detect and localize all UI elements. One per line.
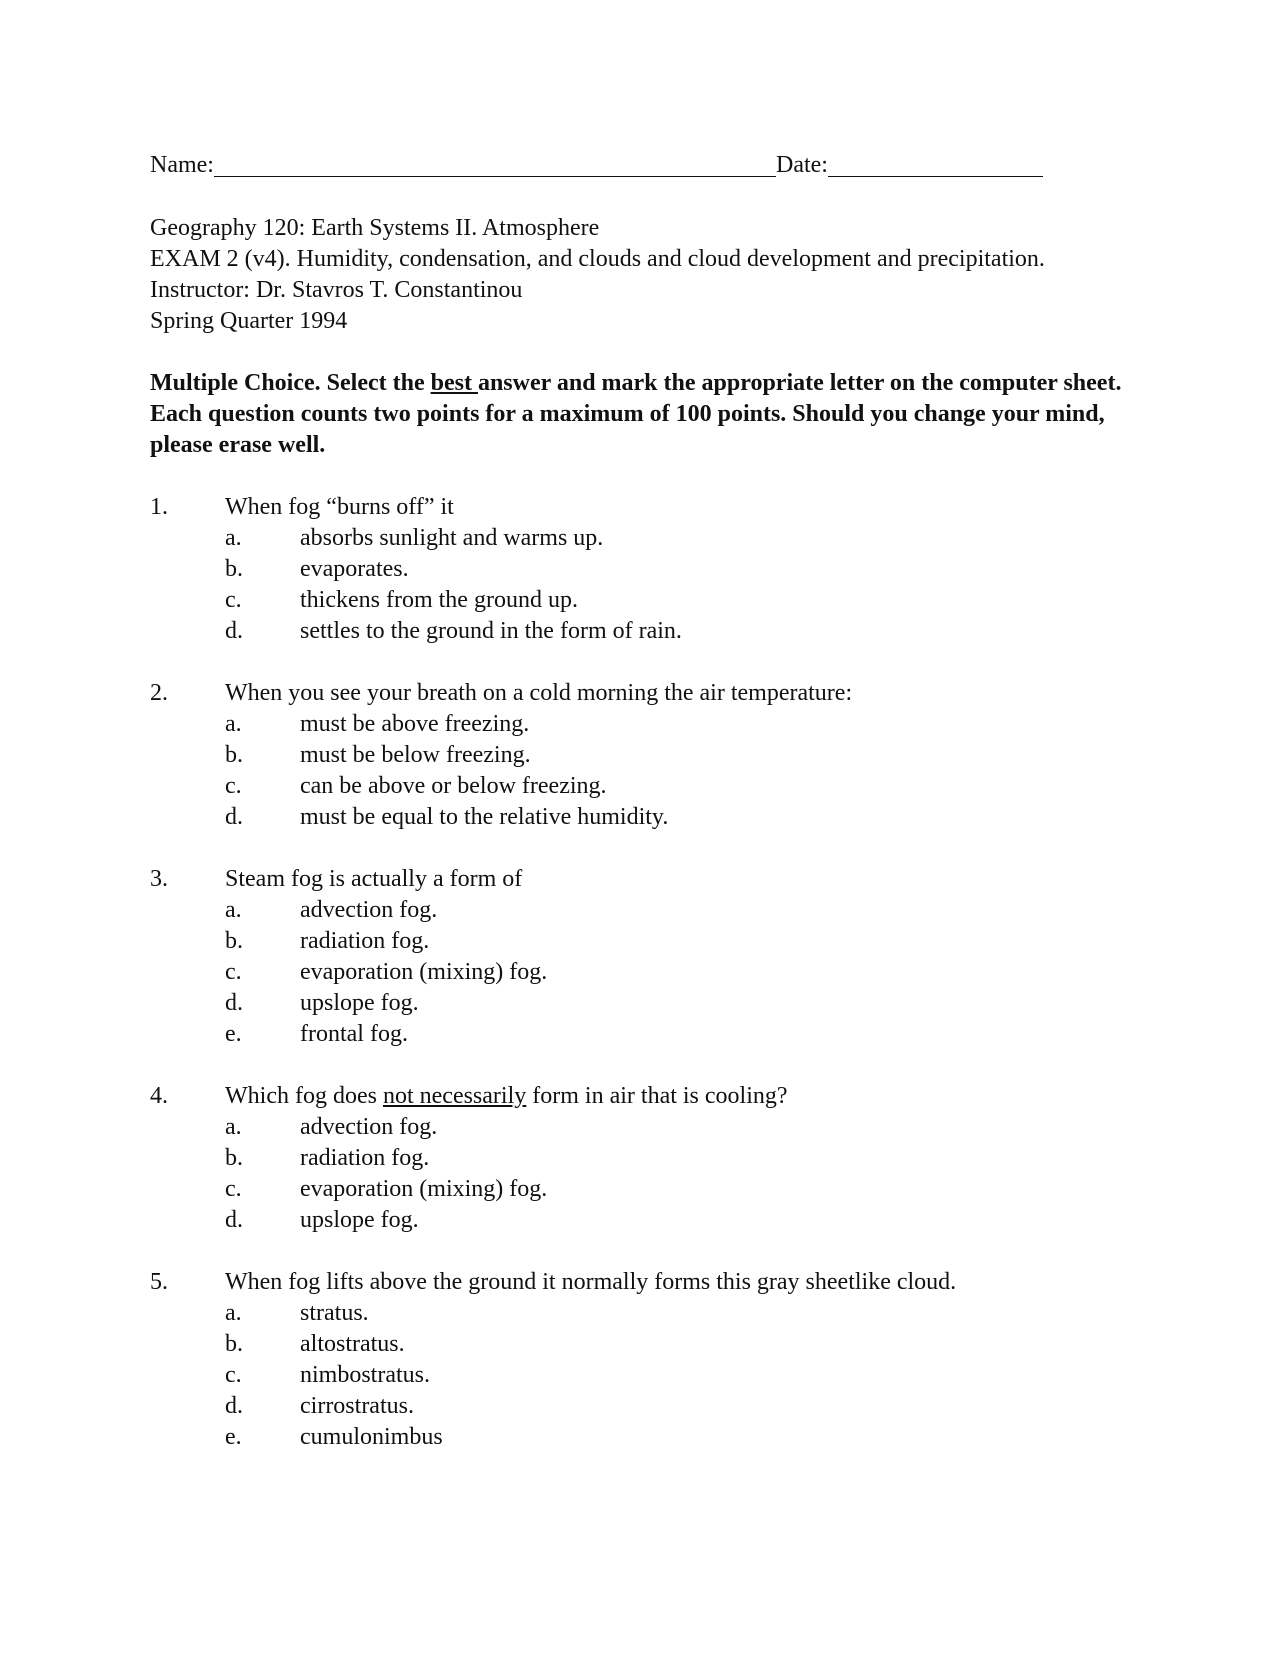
option-text: can be above or below freezing. — [300, 773, 607, 799]
question-number: 3. — [150, 866, 168, 892]
option-letter: e. — [225, 1424, 242, 1450]
answer-option[interactable] — [150, 1112, 1140, 1143]
question-1 — [150, 492, 1140, 647]
answer-option[interactable] — [150, 1329, 1140, 1360]
question-stem: When fog lifts above the ground it normally forms this gray sheetlike cloud. — [225, 1269, 957, 1295]
option-letter: c. — [225, 1176, 242, 1202]
option-letter: c. — [225, 587, 242, 613]
option-text: frontal fog. — [300, 1021, 408, 1047]
option-letter: b. — [225, 1331, 243, 1357]
answer-option[interactable] — [150, 771, 1140, 802]
option-letter: c. — [225, 1362, 242, 1388]
answer-option[interactable] — [150, 1174, 1140, 1205]
answer-option[interactable] — [150, 1422, 1140, 1453]
instructions — [150, 368, 1140, 461]
instructor-line: Instructor: Dr. Stavros T. Constantinou — [150, 277, 523, 303]
question-number: 1. — [150, 494, 168, 520]
answer-option[interactable] — [150, 616, 1140, 647]
date-blank[interactable] — [828, 152, 1043, 177]
option-text: must be equal to the relative humidity. — [300, 804, 669, 830]
option-letter: d. — [225, 990, 243, 1016]
option-letter: c. — [225, 773, 242, 799]
question-stem — [225, 1081, 788, 1112]
question-number: 5. — [150, 1269, 168, 1295]
name-date-line — [150, 150, 1140, 181]
option-text: radiation fog. — [300, 1145, 430, 1171]
answer-option[interactable] — [150, 1360, 1140, 1391]
option-letter: b. — [225, 928, 243, 954]
option-letter: d. — [225, 1207, 243, 1233]
instructions-part1: Multiple Choice. Select the — [150, 370, 431, 396]
question-number: 4. — [150, 1083, 168, 1109]
option-text: settles to the ground in the form of rain. — [300, 618, 682, 644]
exam-page — [150, 150, 1140, 1453]
option-text: evaporates. — [300, 556, 409, 582]
option-letter: b. — [225, 556, 243, 582]
answer-option[interactable] — [150, 740, 1140, 771]
answer-option[interactable] — [150, 988, 1140, 1019]
option-text: advection fog. — [300, 897, 438, 923]
option-text: stratus. — [300, 1300, 369, 1326]
option-letter: a. — [225, 1300, 242, 1326]
answer-option[interactable] — [150, 957, 1140, 988]
stem-pre: Which fog does — [225, 1083, 383, 1109]
option-text: absorbs sunlight and warms up. — [300, 525, 604, 551]
option-letter: a. — [225, 1114, 242, 1140]
question-stem: When fog “burns off” it — [225, 494, 454, 520]
answer-option[interactable] — [150, 1391, 1140, 1422]
exam-title: EXAM 2 (v4). Humidity, condensation, and clouds and cloud development and precipitation. — [150, 246, 1045, 272]
stem-post: form in air that is cooling? — [526, 1083, 788, 1109]
question-stem: When you see your breath on a cold morning the air temperature: — [225, 680, 853, 706]
answer-option[interactable] — [150, 554, 1140, 585]
course-title: Geography 120: Earth Systems II. Atmosphere — [150, 215, 600, 241]
answer-option[interactable] — [150, 1205, 1140, 1236]
option-text: advection fog. — [300, 1114, 438, 1140]
option-letter: b. — [225, 1145, 243, 1171]
course-header — [150, 213, 1140, 337]
date-label: Date: — [775, 152, 828, 178]
answer-option[interactable] — [150, 1019, 1140, 1050]
term-line: Spring Quarter 1994 — [150, 308, 348, 334]
option-letter: d. — [225, 618, 243, 644]
answer-option[interactable] — [150, 585, 1140, 616]
question-3 — [150, 864, 1140, 1050]
answer-option[interactable] — [150, 895, 1140, 926]
answer-option[interactable] — [150, 802, 1140, 833]
option-text: must be above freezing. — [300, 711, 530, 737]
option-letter: d. — [225, 804, 243, 830]
answer-option[interactable] — [150, 1143, 1140, 1174]
answer-option[interactable] — [150, 1298, 1140, 1329]
name-label: Name: — [150, 152, 214, 178]
answer-option[interactable] — [150, 926, 1140, 957]
option-letter: a. — [225, 711, 242, 737]
option-letter: a. — [225, 525, 242, 551]
stem-emphasis: not necessarily — [382, 1083, 527, 1109]
option-text: cumulonimbus — [300, 1424, 443, 1450]
answer-option[interactable] — [150, 523, 1140, 554]
question-5 — [150, 1267, 1140, 1453]
question-4 — [150, 1081, 1140, 1236]
option-text: evaporation (mixing) fog. — [300, 1176, 548, 1202]
instructions-part2: answer and mark the appropriate letter on the computer sheet. Each question counts two points for a maximum of 100 points. Should you change your mind, please erase well. — [150, 370, 1122, 458]
option-letter: c. — [225, 959, 242, 985]
option-text: nimbostratus. — [300, 1362, 430, 1388]
option-text: upslope fog. — [300, 1207, 419, 1233]
question-number: 2. — [150, 680, 168, 706]
name-blank[interactable] — [214, 152, 776, 177]
option-text: upslope fog. — [300, 990, 419, 1016]
answer-option[interactable] — [150, 709, 1140, 740]
question-2 — [150, 678, 1140, 833]
option-text: must be below freezing. — [300, 742, 531, 768]
option-letter: e. — [225, 1021, 242, 1047]
option-text: radiation fog. — [300, 928, 430, 954]
instructions-emphasis: best — [430, 370, 478, 396]
option-letter: a. — [225, 897, 242, 923]
option-text: cirrostratus. — [300, 1393, 414, 1419]
option-text: altostratus. — [300, 1331, 405, 1357]
question-stem: Steam fog is actually a form of — [225, 866, 523, 892]
option-text: evaporation (mixing) fog. — [300, 959, 548, 985]
option-letter: b. — [225, 742, 243, 768]
option-text: thickens from the ground up. — [300, 587, 578, 613]
option-letter: d. — [225, 1393, 243, 1419]
